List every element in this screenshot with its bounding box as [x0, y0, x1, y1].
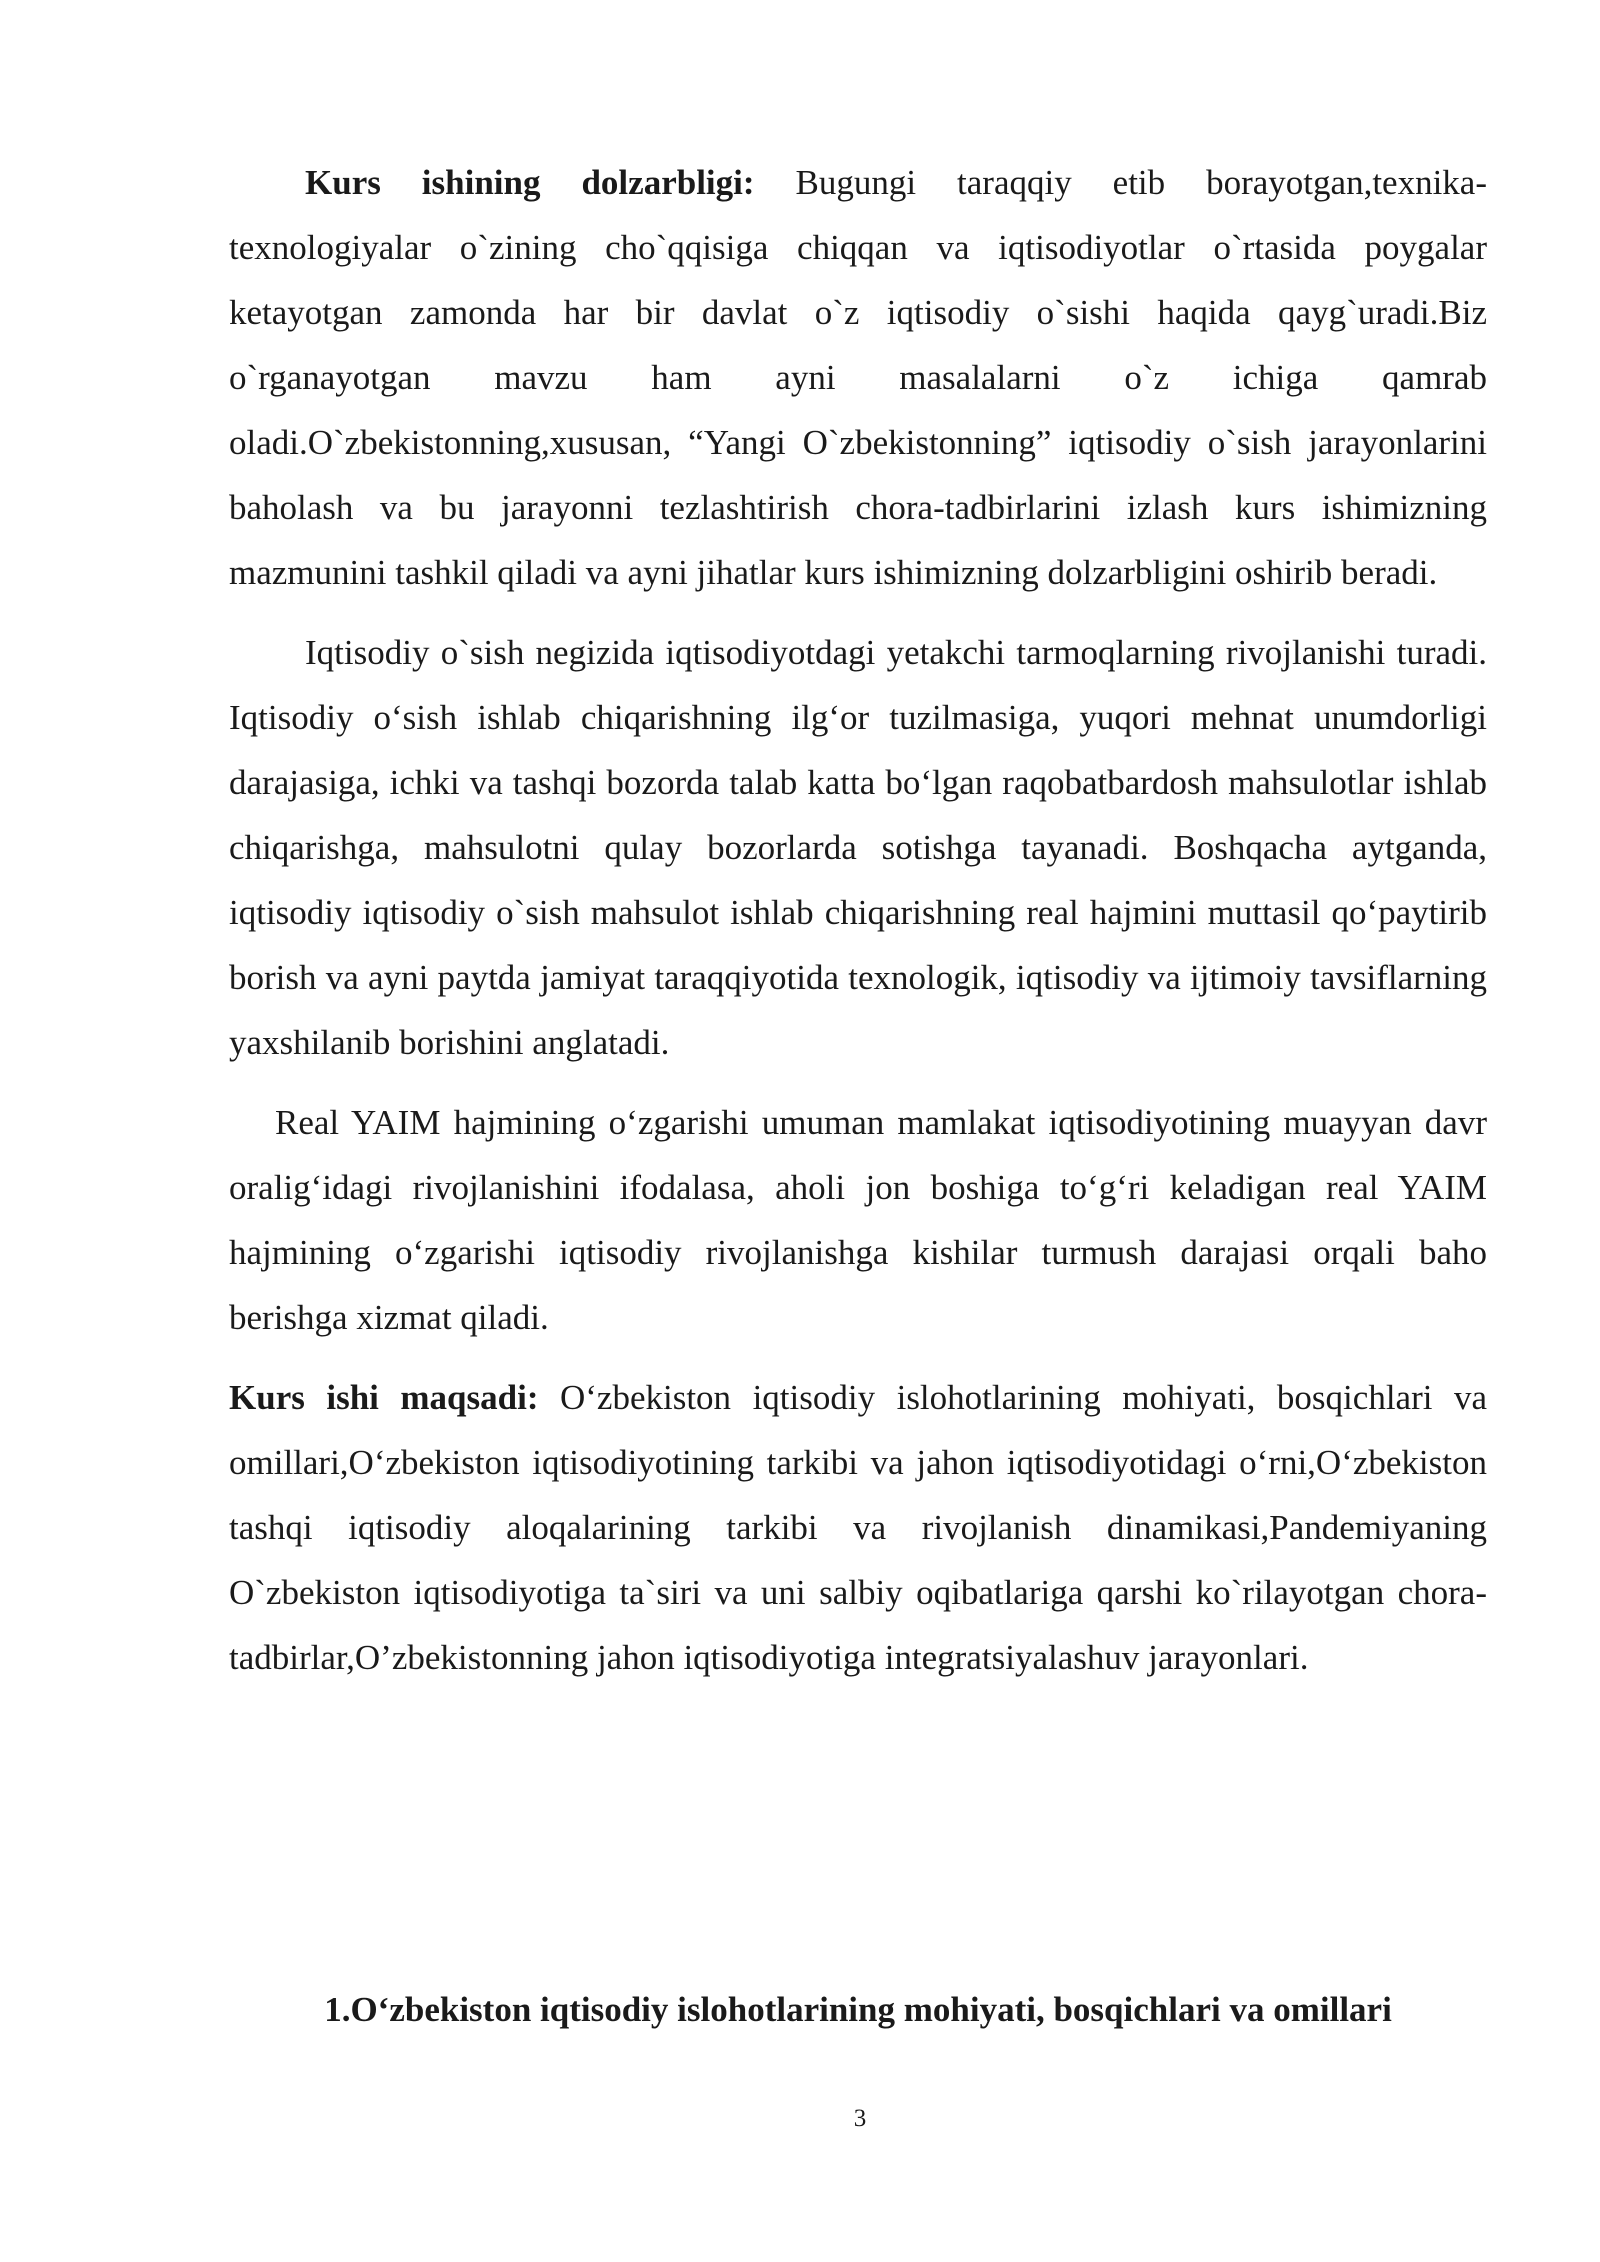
paragraph-economic-growth: Iqtisodiy o`sish negizida iqtisodiyotdagi yetakchi tarmoqlarning rivojlanishi turadi. Iqtisodiy o‘sish ishlab chiqarishning ilg‘or tuzilmasiga, yuqori mehnat unumdorligi darajasiga, ichki va tashqi bozorda talab katta bo‘lgan raqobatbardosh mahsulotlar ishlab chiqarishga, mahsulotni qulay bozorlarda sotishga tayanadi. Boshqacha aytganda, iqtisodiy iqtisodiy o`sish mahsulot ishlab chiqarishning real hajmini muttasil qo‘paytirib borish va ayni paytda jamiyat taraqqiyotida texnologik, iqtisodiy va ijtimoiy tavsiflarning yaxshilanib borishini anglatadi. — [229, 633, 1487, 1062]
goal-text: O‘zbekiston iqtisodiy islohotlarining mohiyati, bosqichlari va omillari,O‘zbekiston iqtisodiyotining tarkibi va jahon iqtisodiyotidagi o‘rni,O‘zbekiston tashqi iqtisodiy aloqalarining tarkibi va rivojlanish dinamikasi,Pandemiyaning O`zbekiston iqtisodiyotiga ta`siri va uni salbiy oqibatlariga qarshi ko`rilayotgan chora-tadbirlar,O’zbekistonning jahon iqtisodiyotiga integratsiyalashuv jarayonlari. — [229, 1378, 1487, 1677]
page-number: 3 — [853, 2105, 867, 2132]
paragraph-relevance — [229, 150, 1487, 605]
body-text — [229, 150, 1487, 1690]
goal-label: Kurs ishi maqsadi: — [229, 1378, 539, 1417]
relevance-label: Kurs ishining dolzarbligi: — [305, 163, 755, 202]
paragraph-real-gdp: Real YAIM hajmining o‘zgarishi umuman mamlakat iqtisodiyotining muayyan davr oralig‘idagi rivojlanishini ifodalasa, aholi jon boshiga to‘g‘ri keladigan real YAIM hajmining o‘zgarishi iqtisodiy rivojlanishga kishilar turmush darajasi orqali baho berishga xizmat qiladi. — [229, 1103, 1487, 1337]
relevance-text: Bugungi taraqqiy etib borayotgan,texnika-texnologiyalar o`zining cho`qqisiga chiqqan va iqtisodiyotlar o`rtasida poygalar ketayotgan zamonda har bir davlat o`z iqtisodiy o`sishi haqida qayg`uradi.Biz o`rganayotgan mavzu ham ayni masalalarni o`z ichiga qamrab oladi.O`zbekistonning,xususan, “Yangi O`zbekistonning” iqtisodiy o`sish jarayonlarini baholash va bu jarayonni tezlashtirish chora-tadbirlarini izlash kurs ishimizning mazmunini tashkil qiladi va ayni jihatlar kurs ishimizning dolzarbligini oshirib beradi. — [229, 163, 1487, 592]
paragraph-goal — [229, 1365, 1487, 1690]
section-heading: 1.O‘zbekiston iqtisodiy islohotlarining mohiyati, bosqichlari va omillari — [324, 1990, 1392, 2029]
